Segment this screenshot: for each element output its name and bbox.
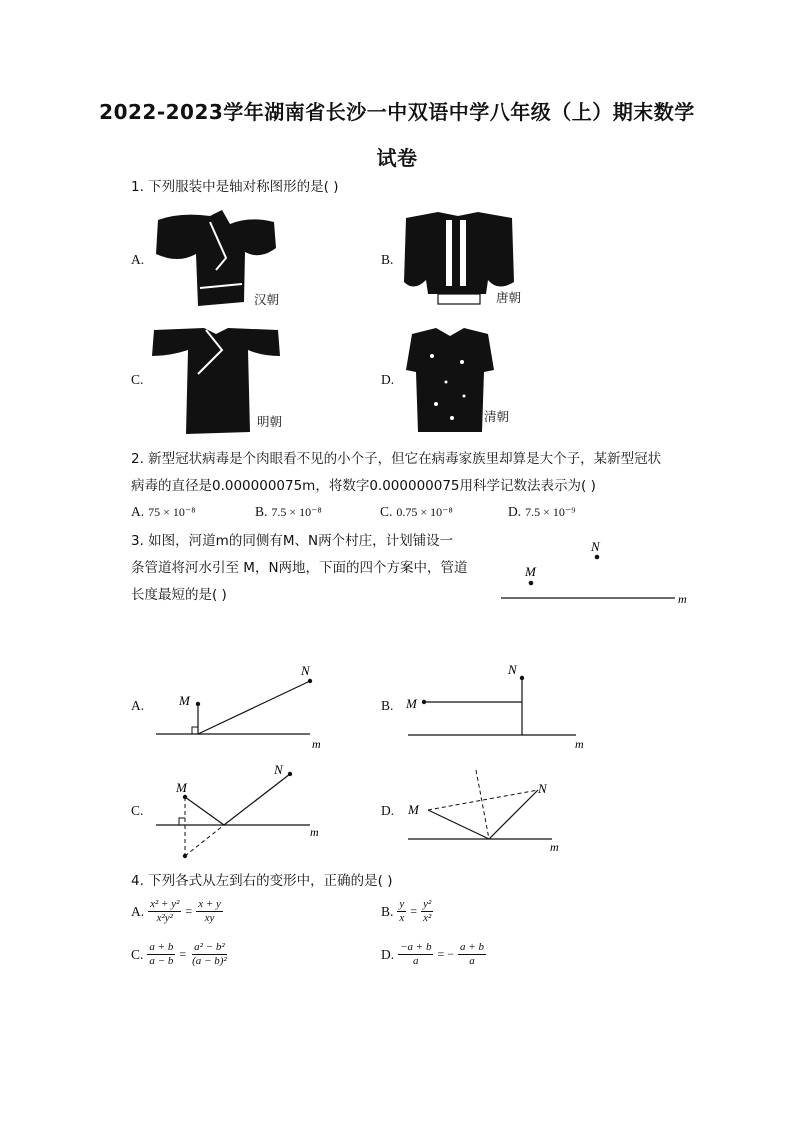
- q2-option-b: [255, 504, 322, 520]
- q4-option-a: [131, 898, 223, 925]
- question-3-line-1: 3. 如图，河道m的同侧有M、N两个村庄，计划铺设一: [131, 533, 454, 549]
- b-label-river: m: [575, 737, 584, 751]
- point-n-dot: [595, 555, 600, 560]
- d-label-m: M: [408, 802, 419, 817]
- question-2-line-1: 2. 新型冠状病毒是个肉眼看不见的小个子，但它在病毒家族里却算是大个子，某新型冠状: [131, 451, 662, 467]
- q3-option-a-letter: A.: [131, 698, 145, 713]
- question-3-line-2: 条管道将河水引至 M，N两地，下面的四个方案中，管道: [131, 560, 468, 576]
- a-label-n: N: [301, 663, 310, 678]
- q1-option-b-caption: 唐朝: [496, 290, 522, 305]
- q4-d-lhs-fraction: [398, 941, 433, 968]
- q4-option-c: [131, 941, 229, 968]
- question-3-line-3: 长度最短的是( ): [131, 587, 227, 603]
- q2-option-d-letter: D.: [508, 504, 522, 519]
- point-m-dot: [529, 581, 534, 586]
- q3-option-d-figure: [400, 760, 575, 860]
- fraction-numerator: a + b: [460, 941, 484, 953]
- q3-reference-figure: [495, 535, 700, 610]
- q2-option-a: [131, 504, 195, 520]
- q3-option-d-letter: D.: [381, 803, 395, 818]
- fraction-numerator: a + b: [149, 941, 174, 953]
- d-label-river: m: [550, 840, 559, 854]
- question-4-stem: 4. 下列各式从左到右的变形中，正确的是( ): [131, 873, 393, 889]
- fraction-denominator: x²: [423, 912, 432, 924]
- c-label-river: m: [310, 825, 319, 839]
- q3-option-c-figure: [150, 760, 335, 865]
- q1-option-a-letter: A.: [131, 252, 145, 267]
- q1-option-c-caption: 明朝: [257, 414, 283, 429]
- fraction-denominator: a − b: [149, 955, 174, 967]
- equals-sign: = −: [437, 947, 455, 961]
- q2-option-a-text: 75 × 10⁻⁸: [148, 504, 196, 519]
- c-label-m: M: [176, 780, 187, 795]
- label-m: M: [525, 564, 536, 579]
- label-river: m: [678, 592, 687, 606]
- q2-option-c-letter: C.: [380, 504, 393, 519]
- fraction-numerator: y: [399, 898, 405, 910]
- fraction-numerator: −a + b: [400, 941, 432, 953]
- label-n: N: [591, 539, 600, 554]
- c-label-n: N: [274, 762, 283, 777]
- q2-option-d-text: 7.5 × 10⁻⁹: [525, 504, 576, 519]
- q4-d-rhs-fraction: [458, 941, 486, 968]
- q3-option-b-figure: [400, 660, 595, 755]
- d-label-n: N: [538, 781, 547, 796]
- q2-option-c-text: 0.75 × 10⁻⁸: [396, 504, 453, 519]
- equals-sign: =: [179, 947, 187, 961]
- q4-option-d-letter: D.: [381, 946, 395, 962]
- q4-b-lhs-fraction: [397, 898, 406, 925]
- fraction-denominator: x: [399, 912, 405, 924]
- q4-option-a-letter: A.: [131, 903, 145, 919]
- fraction-denominator: a: [413, 955, 419, 967]
- equals-sign: =: [185, 904, 193, 918]
- fraction-denominator: xy: [204, 912, 215, 924]
- q2-option-b-letter: B.: [255, 504, 268, 519]
- q1-option-c-letter: C.: [131, 372, 144, 387]
- q2-option-a-letter: A.: [131, 504, 145, 519]
- q2-option-d: [508, 504, 575, 520]
- fraction-numerator: x + y: [198, 898, 221, 910]
- q1-option-b-letter: B.: [381, 252, 394, 267]
- q2-option-b-text: 7.5 × 10⁻⁸: [271, 504, 322, 519]
- fraction-denominator: (a − b)²: [192, 955, 227, 967]
- q4-option-b: [381, 898, 433, 925]
- question-2-line-2: 病毒的直径是0.000000075m，将数字0.000000075用科学记数法表示为( ): [131, 478, 596, 494]
- q2-option-c: [380, 504, 453, 520]
- b-label-m: M: [406, 696, 417, 711]
- fraction-numerator: x² + y²: [150, 898, 180, 910]
- page-title-line-2: 试卷: [376, 146, 418, 170]
- q4-a-rhs-fraction: [196, 898, 223, 925]
- q3-option-a-figure: [150, 660, 335, 755]
- q4-b-rhs-fraction: [421, 898, 433, 925]
- q4-a-lhs-fraction: [148, 898, 181, 925]
- fraction-denominator: a: [469, 955, 475, 967]
- fraction-numerator: a² − b²: [194, 941, 225, 953]
- q4-c-rhs-fraction: [190, 941, 229, 968]
- q4-option-b-letter: B.: [381, 903, 394, 919]
- q1-option-d-letter: D.: [381, 372, 395, 387]
- q3-option-c-letter: C.: [131, 803, 144, 818]
- a-label-m: M: [179, 693, 190, 708]
- fraction-numerator: y²: [423, 898, 432, 910]
- q4-option-d: [381, 941, 486, 968]
- a-label-river: m: [312, 737, 321, 751]
- q4-c-lhs-fraction: [147, 941, 175, 968]
- b-label-n: N: [508, 662, 517, 677]
- q4-option-c-letter: C.: [131, 946, 144, 962]
- question-1-stem: 1. 下列服装中是轴对称图形的是( ): [131, 179, 339, 195]
- equals-sign: =: [410, 904, 418, 918]
- page-title-line-1: 2022-2023学年湖南省长沙一中双语中学八年级（上）期末数学: [99, 100, 695, 124]
- q3-option-b-letter: B.: [381, 698, 394, 713]
- q1-option-a-caption: 汉朝: [254, 292, 280, 307]
- fraction-denominator: x²y²: [156, 912, 173, 924]
- q1-option-d-caption: 清朝: [484, 409, 510, 424]
